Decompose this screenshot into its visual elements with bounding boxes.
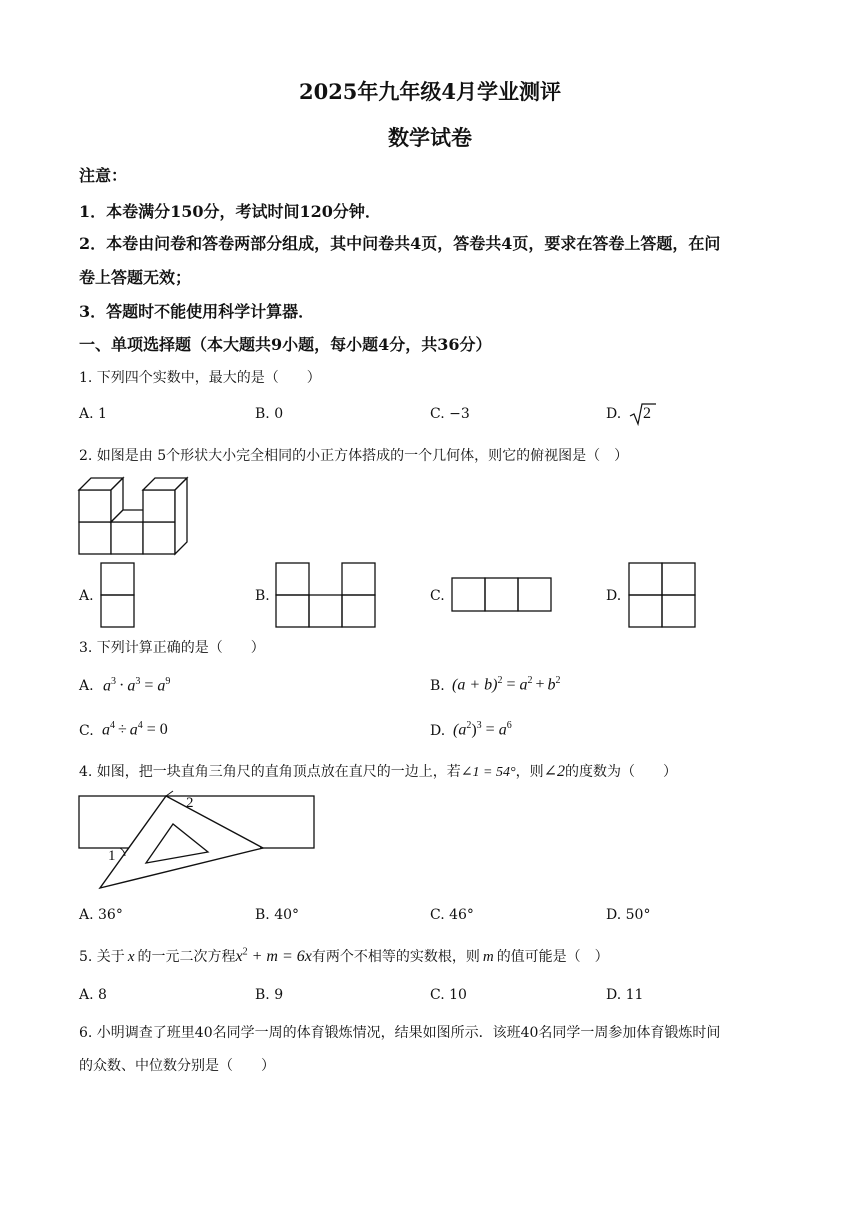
q1-option-a: A. 1 [79,406,107,422]
q2-stem: 2. 如图是由 5个形状大小完全相同的小正方体搭成的一个几何体，则它的俯视图是（ ） [79,448,629,464]
q5-stem: 5. 关于 x 的一元二次方程$x^2 + m = 6x$有两个不相等的实数根，则 m 的值可能是（ ） [79,946,609,965]
q3-stem: 3. 下列计算正确的是（ ） [79,640,265,656]
exam-subtitle: 数学试卷 [388,125,472,150]
section-heading: 一、单项选择题（本大题共9小题，每小题4分，共36分） [79,335,492,354]
exam-title: 2025年九年级4月学业测评 [298,79,562,104]
q4-fig-label-2: 2 [186,795,194,811]
notice-label: 注意： [79,166,128,185]
q4-option-d: D. 50° [606,907,651,923]
q1-d-radicand: 2 [643,405,651,422]
q1-stem: 1. 下列四个实数中，最大的是（ ） [79,370,321,386]
notice-item-1: 1．本卷满分150分，考试时间120分钟． [79,202,381,221]
q5-option-a: A. 8 [79,987,107,1003]
q4-fig-label-1: 1 [108,848,116,864]
q6-stem-line1: 6. 小明调查了班里40名同学一周的体育锻炼情况，结果如图所示．该班40名同学一周参加体育锻炼时间 [79,1025,721,1041]
q2-option-b: B. [255,588,270,604]
q4-stem: 4. 如图，把一块直角三角尺的直角顶点放在直尺的一边上，若∠1 = 54°，则∠2的度数为（ ） [79,763,677,780]
q2-option-a-figure [100,562,136,628]
q5-option-b: B. 9 [255,987,284,1003]
q1-option-b: B. 0 [255,406,284,422]
q6-stem-line2: 的众数、中位数分别是（ ） [79,1058,275,1074]
q3-option-a-expr: $a^3 \cdot a^3 = a^9$ [103,676,171,695]
q4-option-a: A. 36° [79,907,123,923]
q4-option-b: B. 40° [255,907,300,923]
q5-option-d: D. 11 [606,987,644,1003]
q3-option-a-label: A. [79,678,94,694]
q3-option-b-expr: $(a + b)^2 = a^2 + b^2$ [452,675,561,694]
q2-solid-figure [78,476,190,558]
q2-option-d-figure [628,562,697,629]
q2-option-d: D. [606,588,622,604]
q1-option-d: D. [606,406,622,422]
q2-option-b-figure [275,562,377,628]
q2-option-a: A. [79,588,94,604]
q3-option-c-expr: $a^4 \div a^4 = 0$ [102,720,168,739]
q4-ruler-triangle-figure [78,795,318,895]
notice-item-3: 3．答题时不能使用科学计算器． [79,302,315,321]
notice-item-2: 2．本卷由问卷和答卷两部分组成，其中问卷共4页，答卷共4页，要求在答卷上答题，在问 [79,234,721,253]
q3-option-b-label: B. [430,678,445,694]
q1-option-c: C. −3 [430,406,470,422]
q3-option-d-expr: $(a^2)^3 = a^6$ [453,720,512,739]
notice-item-2-cont: 卷上答题无效； [79,268,192,287]
q5-option-c: C. 10 [430,987,467,1003]
q3-option-c-label: C. [79,723,94,739]
q2-option-c: C. [430,588,445,604]
q4-option-c: C. 46° [430,907,474,923]
q2-option-c-figure [451,577,553,613]
q3-option-d-label: D. [430,723,446,739]
